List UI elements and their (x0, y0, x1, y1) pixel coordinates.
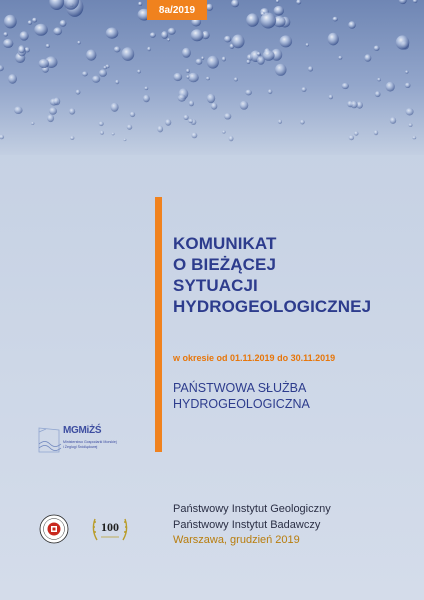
title-line: KOMUNIKAT (173, 234, 277, 253)
pig-seal-icon (39, 514, 69, 544)
pig-centenary-number: 100 (101, 520, 119, 534)
service-line: HYDROGEOLOGICZNA (173, 397, 310, 411)
pig-centenary-logo (90, 510, 130, 544)
issue-number-badge: 8a/2019 (147, 0, 207, 20)
service-line: PAŃSTWOWA SŁUŻBA (173, 381, 307, 395)
ministry-logo (37, 424, 121, 458)
publisher-footer (173, 502, 331, 549)
water-droplets-header-image (0, 0, 424, 155)
footer-institute: Państwowy Instytut Geologiczny (173, 503, 331, 515)
ministry-logo-name: MGMiŻŚ (63, 425, 102, 436)
ministry-logo-subtitle: i Żeglugi Śródlądowej (63, 445, 98, 449)
footer-place-date: Warszawa, grudzień 2019 (173, 534, 300, 546)
title-line: HYDROGEOLOGICZNEJ (173, 297, 372, 316)
ministry-logo-subtitle: Ministerstwo Gospodarki Morskiej (63, 440, 117, 444)
orange-accent-bar (155, 197, 162, 452)
report-title (173, 233, 371, 317)
ministry-emblem-icon (37, 424, 63, 458)
title-line: SYTUACJI (173, 276, 258, 295)
title-line: O BIEŻĄCEJ (173, 255, 277, 274)
footer-institute-type: Państwowy Instytut Badawczy (173, 518, 321, 531)
service-name (173, 380, 310, 412)
reporting-period: w okresie od 01.11.2019 do 30.11.2019 (173, 353, 336, 363)
